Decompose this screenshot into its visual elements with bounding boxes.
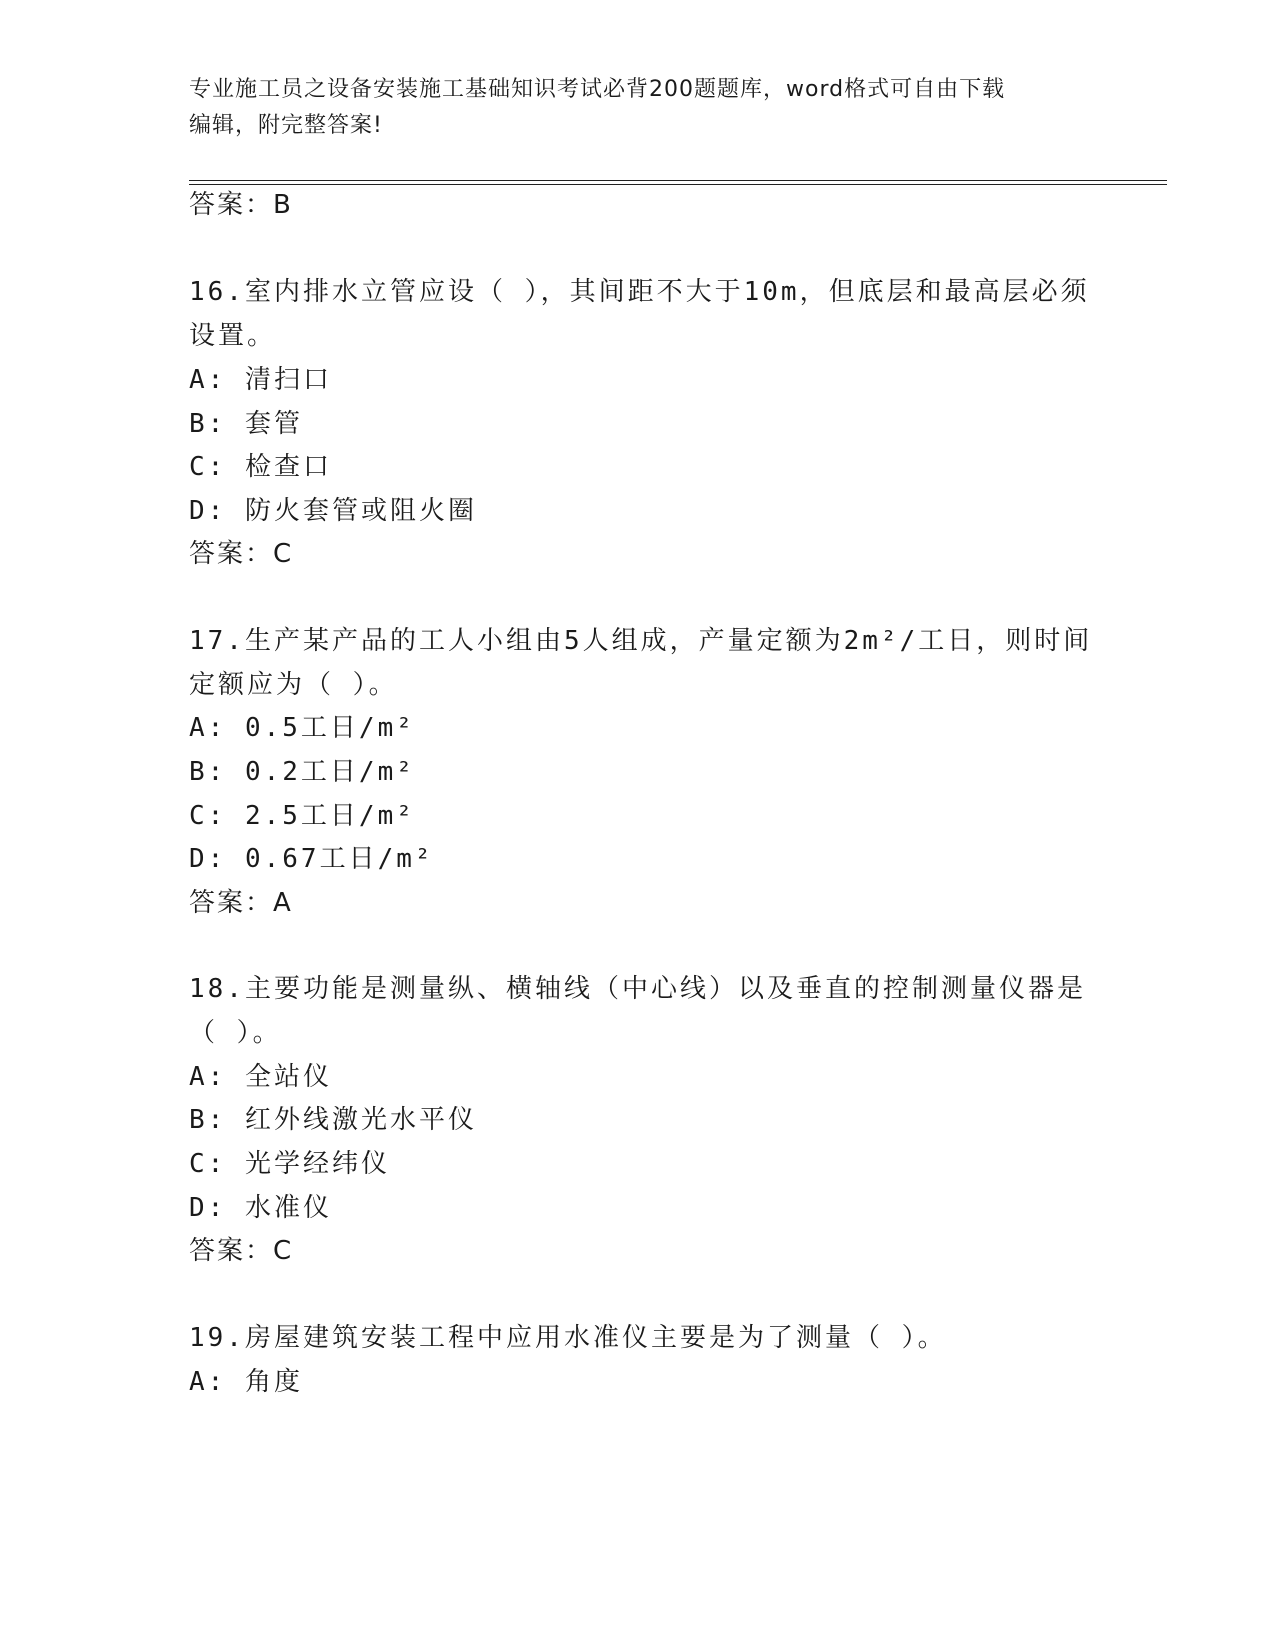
question-16-stem-line-1: 16.室内排水立管应设（ ），其间距不大于10m，但底层和最高层必须 xyxy=(189,277,1090,307)
question-19-stem-line-1: 19.房屋建筑安装工程中应用水准仪主要是为了测量（ ）。 xyxy=(189,1323,947,1353)
question-17-stem-line-1: 17.生产某产品的工人小组由5人组成，产量定额为2m²/工日，则时间 xyxy=(189,626,1093,656)
question-16-option-b: B: 套管 xyxy=(189,409,303,439)
question-17-option-c: C: 2.5工日/m² xyxy=(189,801,415,831)
question-18-option-d: D: 水准仪 xyxy=(189,1193,332,1223)
question-16-answer: 答案：C xyxy=(189,539,294,569)
previous-answer: 答案：B xyxy=(189,190,293,220)
question-17-stem-line-2: 定额应为（ ）。 xyxy=(189,670,398,700)
question-18-stem-line-1: 18.主要功能是测量纵、横轴线（中心线）以及垂直的控制测量仪器是 xyxy=(189,974,1086,1004)
header-divider xyxy=(189,180,1167,185)
question-18-option-c: C: 光学经纬仪 xyxy=(189,1149,390,1179)
question-17-option-d: D: 0.67工日/m² xyxy=(189,844,434,874)
question-18-option-b: B: 红外线激光水平仪 xyxy=(189,1105,477,1135)
question-19-option-a: A: 角度 xyxy=(189,1367,303,1397)
question-16-option-c: C: 检查口 xyxy=(189,452,332,482)
header-line-2: 编辑，附完整答案! xyxy=(189,113,383,138)
question-17-answer: 答案：A xyxy=(189,888,293,918)
header-line-1: 专业施工员之设备安装施工基础知识考试必背200题题库，word格式可自由下载 xyxy=(189,77,1006,102)
question-18-option-a: A: 全站仪 xyxy=(189,1062,332,1092)
question-18-answer: 答案：C xyxy=(189,1236,294,1266)
question-16-option-a: A: 清扫口 xyxy=(189,365,332,395)
question-17-option-b: B: 0.2工日/m² xyxy=(189,757,415,787)
question-17-option-a: A: 0.5工日/m² xyxy=(189,713,415,743)
question-16-option-d: D: 防火套管或阻火圈 xyxy=(189,496,477,526)
document-header xyxy=(189,72,1089,144)
question-18-stem-line-2: （ ）。 xyxy=(189,1018,282,1048)
question-16-stem-line-2: 设置。 xyxy=(189,321,277,351)
